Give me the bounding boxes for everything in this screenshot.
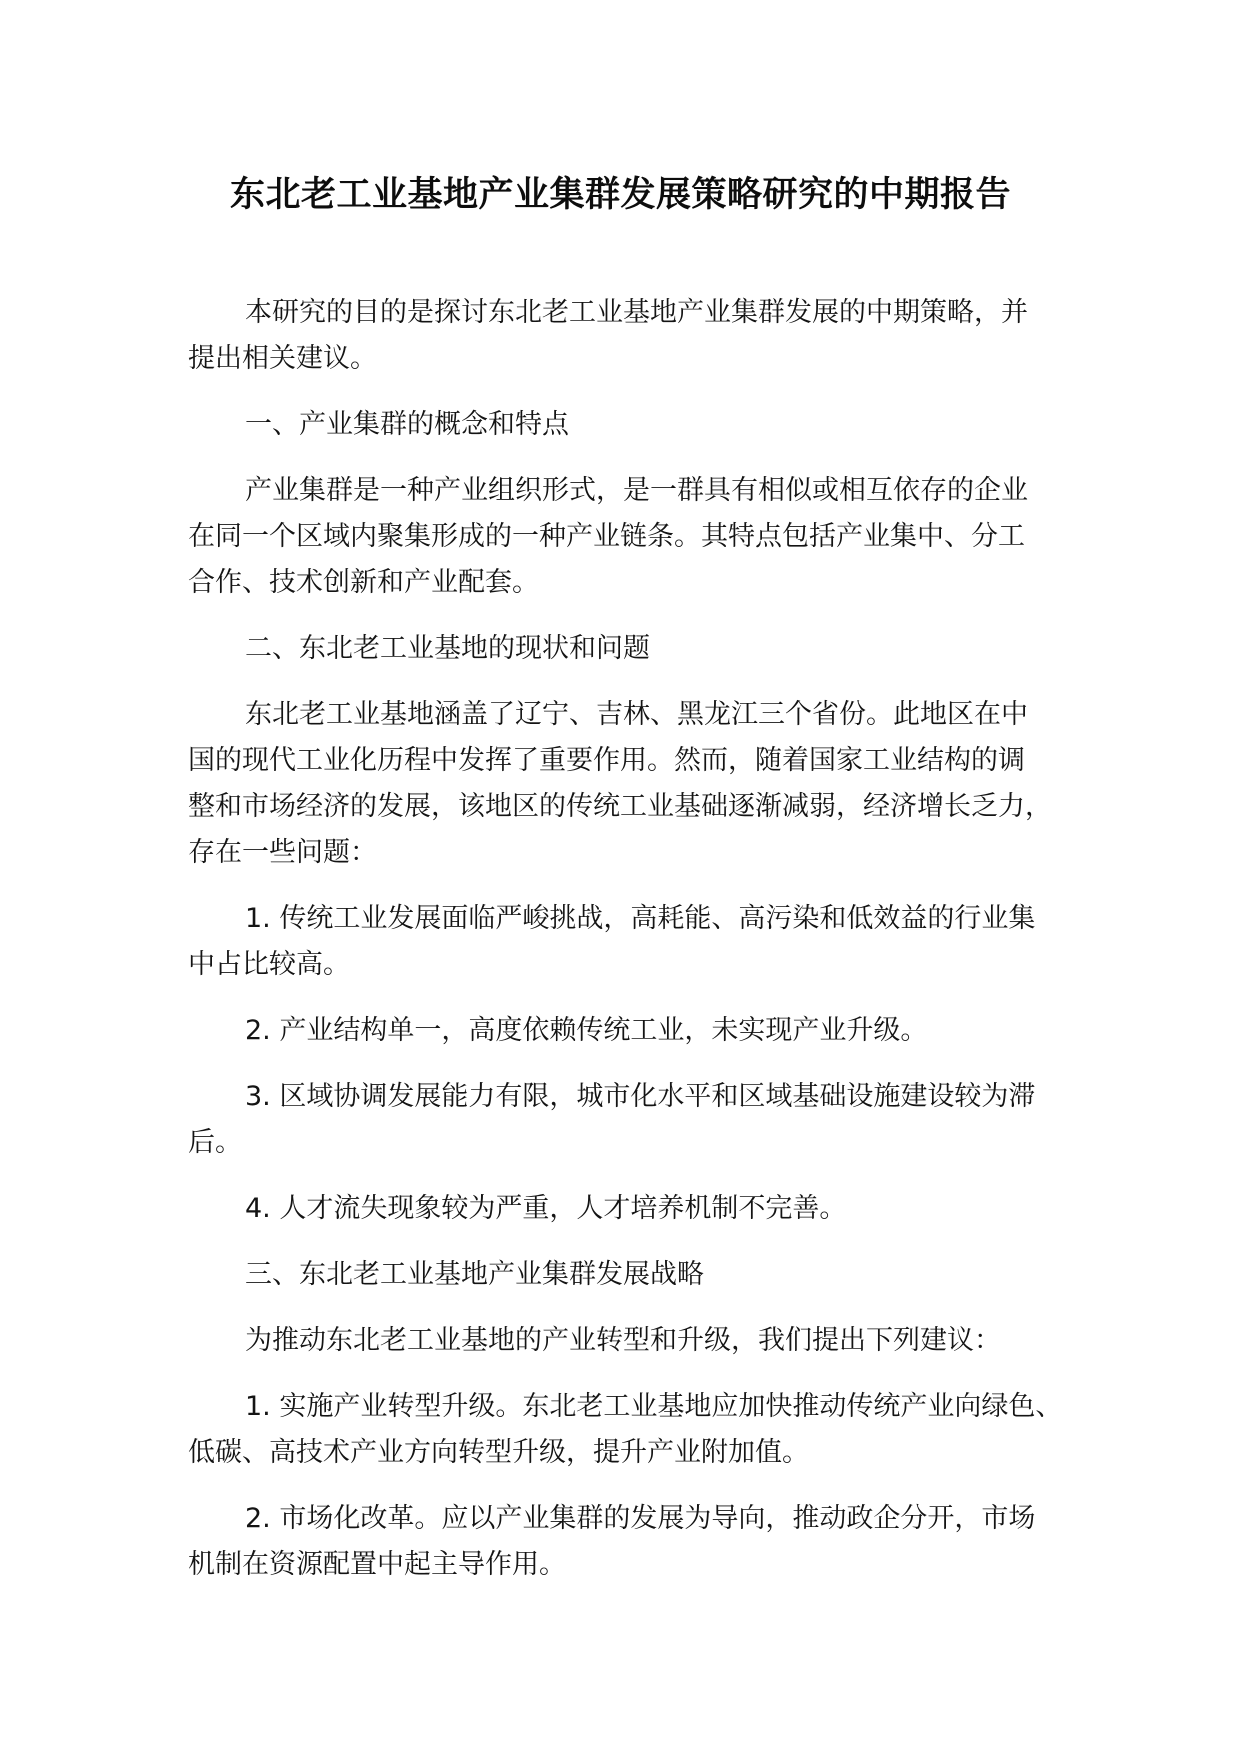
paragraph-line: 东北老工业基地涵盖了辽宁、吉林、黑龙江三个省份。此地区在中 <box>245 699 1028 730</box>
document-body <box>188 290 1063 1608</box>
paragraph <box>188 468 1063 606</box>
paragraph-line: 存在一些问题： <box>188 837 377 868</box>
paragraph <box>188 1008 1063 1054</box>
paragraph <box>188 1496 1063 1588</box>
paragraph-line: 1. 实施产业转型升级。东北老工业基地应加快推动传统产业向绿色、 <box>245 1391 1063 1422</box>
paragraph-line: 一、产业集群的概念和特点 <box>245 409 569 440</box>
paragraph-line: 国的现代工业化历程中发挥了重要作用。然而，随着国家工业结构的调 <box>188 745 1025 776</box>
paragraph-line: 中占比较高。 <box>188 949 350 980</box>
paragraph-line: 低碳、高技术产业方向转型升级，提升产业附加值。 <box>188 1437 809 1468</box>
paragraph-line: 在同一个区域内聚集形成的一种产业链条。其特点包括产业集中、分工 <box>188 521 1025 552</box>
paragraph-line: 2. 市场化改革。应以产业集群的发展为导向，推动政企分开，市场 <box>245 1503 1036 1534</box>
paragraph <box>188 1384 1063 1476</box>
paragraph-line: 二、东北老工业基地的现状和问题 <box>245 633 650 664</box>
paragraph <box>188 1074 1063 1166</box>
document-title: 东北老工业基地产业集群发展策略研究的中期报告 <box>229 175 1011 215</box>
paragraph <box>188 692 1063 876</box>
paragraph-line: 产业集群是一种产业组织形式，是一群具有相似或相互依存的企业 <box>245 475 1028 506</box>
paragraph-line: 三、东北老工业基地产业集群发展战略 <box>245 1259 704 1290</box>
paragraph-line: 4. 人才流失现象较为严重，人才培养机制不完善。 <box>245 1193 847 1224</box>
paragraph <box>188 1318 1063 1364</box>
paragraph-line: 整和市场经济的发展，该地区的传统工业基础逐渐减弱，经济增长乏力， <box>188 791 1052 822</box>
paragraph-line: 本研究的目的是探讨东北老工业基地产业集群发展的中期策略，并 <box>245 297 1028 328</box>
paragraph-line: 机制在资源配置中起主导作用。 <box>188 1549 566 1580</box>
paragraph-line: 提出相关建议。 <box>188 343 377 374</box>
paragraph <box>188 1252 1063 1298</box>
paragraph-line: 2. 产业结构单一，高度依赖传统工业，未实现产业升级。 <box>245 1015 928 1046</box>
paragraph-line: 后。 <box>188 1127 242 1158</box>
paragraph-line: 1. 传统工业发展面临严峻挑战，高耗能、高污染和低效益的行业集 <box>245 903 1036 934</box>
paragraph <box>188 626 1063 672</box>
paragraph <box>188 1186 1063 1232</box>
paragraph <box>188 402 1063 448</box>
paragraph-line: 为推动东北老工业基地的产业转型和升级，我们提出下列建议： <box>245 1325 1001 1356</box>
paragraph-line: 3. 区域协调发展能力有限，城市化水平和区域基础设施建设较为滞 <box>245 1081 1036 1112</box>
paragraph <box>188 896 1063 988</box>
paragraph <box>188 290 1063 382</box>
paragraph-line: 合作、技术创新和产业配套。 <box>188 567 539 598</box>
